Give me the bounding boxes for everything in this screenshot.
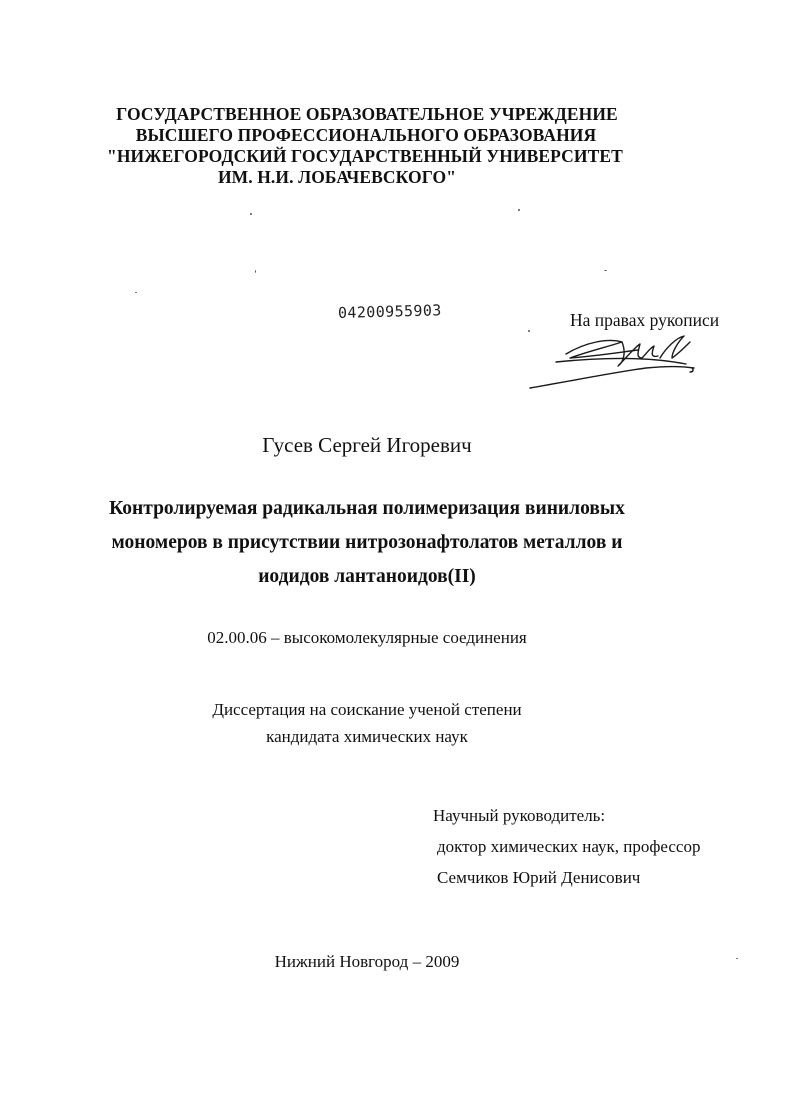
dissertation-title — [0, 492, 766, 594]
degree-line: кандидата химических наук — [266, 727, 468, 746]
institution-line: "НИЖЕГОРОДСКИЙ ГОСУДАРСТВЕННЫЙ УНИВЕРСИТЕТ — [107, 146, 623, 166]
author-name: Гусев Сергей Игоревич — [262, 433, 472, 457]
registration-number: 04200955903 — [337, 301, 442, 322]
supervisor-block — [433, 800, 700, 893]
scan-speck — [604, 270, 607, 271]
institution-header — [0, 104, 798, 188]
title-line: иодидов лантаноидов(II) — [258, 566, 476, 587]
scan-speck — [518, 209, 520, 211]
institution-line: ГОСУДАРСТВЕННОЕ ОБРАЗОВАТЕЛЬНОЕ УЧРЕЖДЕНИЕ — [116, 104, 618, 124]
supervisor-heading: Научный руководитель: — [433, 806, 606, 825]
manuscript-rights-label: На правах рукописи — [570, 310, 720, 330]
city-year: Нижний Новгород – 2009 — [274, 952, 460, 971]
title-line: Контролируемая радикальная полимеризация виниловых — [109, 498, 625, 519]
scan-speck — [250, 213, 252, 215]
degree-statement — [0, 696, 766, 750]
scan-speck — [135, 292, 137, 293]
institution-line: ИМ. Н.И. ЛОБАЧЕВСКОГО" — [217, 167, 457, 187]
scan-speck — [255, 270, 256, 273]
scan-speck — [528, 330, 530, 332]
supervisor-degree: доктор химических наук, профессор — [437, 837, 701, 856]
scan-speck — [736, 958, 738, 959]
signature-icon — [526, 328, 716, 394]
institution-line: ВЫСШЕГО ПРОФЕССИОНАЛЬНОГО ОБРАЗОВАНИЯ — [135, 125, 597, 145]
supervisor-name: Семчиков Юрий Денисович — [437, 868, 641, 887]
specialty-code: 02.00.06 – высокомолекулярные соединения — [207, 628, 527, 647]
title-line: мономеров в присутствии нитрозонафтолатов металлов и — [111, 532, 623, 553]
degree-line: Диссертация на соискание ученой степени — [212, 700, 522, 719]
